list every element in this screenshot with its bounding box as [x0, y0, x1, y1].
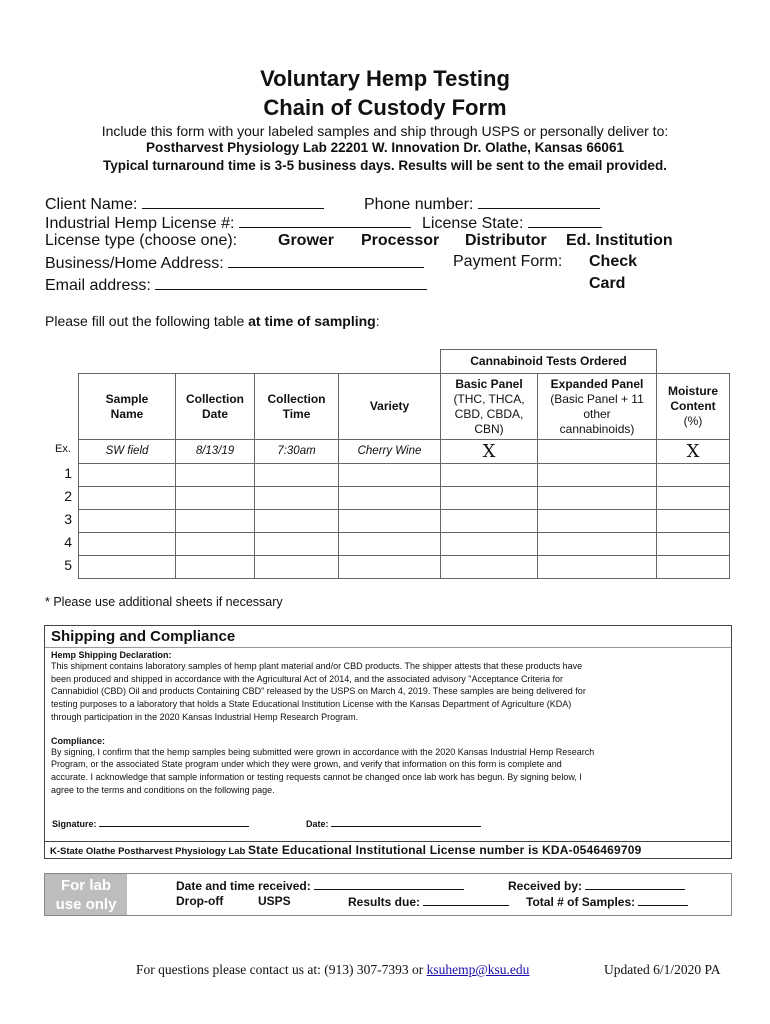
email-label: Email address: — [45, 277, 151, 294]
table-intro — [45, 313, 380, 329]
col-expanded-panel-d3: cannabinoids) — [559, 421, 635, 436]
col-expanded-panel-d1: (Basic Panel + 11 — [550, 391, 644, 406]
total-samples-field[interactable] — [638, 894, 688, 906]
signature-field[interactable] — [99, 817, 249, 827]
col-sample-name-l2: Name — [110, 406, 144, 421]
license-state-label: License State: — [422, 215, 524, 232]
col-variety: Variety — [339, 374, 441, 440]
variety-cell[interactable] — [339, 464, 441, 487]
row-number: 3 — [64, 511, 72, 527]
col-collection-date-l2: Date — [201, 406, 228, 421]
col-expanded-panel-title: Expanded Panel — [550, 376, 644, 391]
compliance-line: By signing, I confirm that the hemp samples being submitted were grown in accordance with the 2020 Kansas Industrial Hemp Research — [51, 746, 595, 757]
payment-check[interactable]: Check — [589, 253, 638, 270]
cannabinoid-tests-header: Cannabinoid Tests Ordered — [441, 350, 657, 374]
col-sample-name — [79, 374, 176, 440]
lab-license-bar — [44, 841, 730, 858]
expanded-panel-cell[interactable] — [538, 464, 657, 487]
basic-panel-cell[interactable] — [441, 464, 538, 487]
payment-card[interactable]: Card — [589, 275, 626, 292]
expanded-panel-cell[interactable] — [538, 510, 657, 533]
compliance-line: agree to the terms and conditions on the following page. — [51, 784, 275, 795]
basic-panel-cell[interactable] — [441, 533, 538, 556]
date-label: Date: — [306, 819, 329, 829]
collection-date-cell[interactable] — [176, 487, 255, 510]
basic-panel-cell[interactable] — [441, 556, 538, 579]
updated-text: Updated 6/1/2020 PA — [604, 962, 721, 977]
collection-time-cell[interactable] — [255, 510, 339, 533]
total-samples-label: Total # of Samples: — [526, 895, 636, 909]
declaration-line: This shipment contains laboratory samples of hemp plant material and/or CBD products. The shipper attests that these products have — [51, 661, 583, 671]
license-type-label: License type (choose one): — [45, 232, 238, 249]
declaration-label: Hemp Shipping Declaration: — [51, 650, 172, 660]
turnaround-text: Typical turnaround time is 3-5 business days. Results will be sent to the email provided. — [103, 158, 667, 173]
example-moisture: X — [657, 440, 730, 464]
compliance-label: Compliance: — [51, 735, 106, 746]
col-basic-panel-d3: CBN) — [474, 421, 504, 436]
table-row — [79, 556, 730, 579]
table-row — [79, 487, 730, 510]
date-received-label: Date and time received: — [176, 879, 311, 893]
collection-date-cell[interactable] — [176, 510, 255, 533]
sample-name-cell[interactable] — [79, 533, 176, 556]
row-number: 1 — [64, 465, 72, 481]
example-variety: Cherry Wine — [339, 440, 441, 464]
example-expanded-panel — [538, 440, 657, 464]
form-title-line2: Chain of Custody Form — [263, 95, 507, 120]
license-type-grower[interactable]: Grower — [278, 232, 335, 249]
col-sample-name-l1: Sample — [105, 391, 149, 406]
declaration-line: through participation in the 2020 Kansas Industrial Hemp Research Program. — [51, 711, 359, 722]
moisture-cell[interactable] — [657, 533, 730, 556]
license-number-label: Industrial Hemp License #: — [45, 215, 235, 232]
license-state-field[interactable] — [528, 213, 602, 228]
col-moisture-l1: Moisture — [667, 384, 718, 398]
received-by-label: Received by: — [508, 879, 583, 893]
col-expanded-panel — [538, 374, 657, 440]
basic-panel-cell[interactable] — [441, 487, 538, 510]
shipping-title: Shipping and Compliance — [45, 626, 731, 648]
license-type-ed-institution[interactable]: Ed. Institution — [566, 232, 673, 249]
table-row — [79, 510, 730, 533]
example-label: Ex. — [55, 443, 71, 455]
collection-date-cell[interactable] — [176, 533, 255, 556]
row-number: 2 — [64, 488, 72, 504]
moisture-cell[interactable] — [657, 464, 730, 487]
license-number-field[interactable] — [239, 213, 411, 228]
signature-row — [52, 817, 249, 829]
collection-date-cell[interactable] — [176, 464, 255, 487]
col-basic-panel-d1: (THC, THCA, — [453, 391, 525, 406]
expanded-panel-cell[interactable] — [538, 533, 657, 556]
additional-sheets-note: * Please use additional sheets if necessary — [45, 595, 283, 609]
declaration-line: been produced and shipped in accordance with the Agricultural Act of 2014, and the associated advisory "Acceptance Criteria for — [51, 673, 564, 684]
col-moisture — [657, 374, 730, 440]
col-moisture-l2: Content — [670, 399, 716, 413]
results-due-label: Results due: — [348, 895, 421, 909]
declaration-line: testing purposes to a laboratory that holds a State Educational Institution License with the Kansas Department of Agriculture (KDA) — [51, 699, 572, 710]
contact-line — [136, 962, 529, 978]
example-sample-name: SW field — [79, 440, 176, 464]
sample-table — [78, 349, 730, 579]
col-collection-time-l1: Collection — [267, 391, 326, 406]
collection-time-cell[interactable] — [255, 464, 339, 487]
col-basic-panel-title: Basic Panel — [455, 376, 523, 391]
lab-use-box — [44, 873, 732, 916]
phone-label: Phone number: — [364, 196, 474, 213]
received-by-row — [508, 878, 685, 893]
lab-license-text: State Educational Institutional License number is KDA-0546469709 — [247, 843, 642, 857]
received-by-field[interactable] — [585, 878, 685, 890]
col-basic-panel-d2: CBD, CBDA, — [454, 406, 524, 421]
declaration-line: Cannabidiol (CBD) Oil and products Containing CBD" released by the USPS on March 4, 2019. These samples are being delivered for — [51, 686, 586, 697]
example-collection-date: 8/13/19 — [176, 440, 255, 464]
date-received-row — [176, 878, 464, 893]
phone-field[interactable] — [478, 194, 600, 209]
collection-time-cell[interactable] — [255, 533, 339, 556]
table-intro-prefix: Please fill out the following table — [45, 313, 249, 329]
example-row — [79, 440, 730, 464]
sample-name-cell[interactable] — [79, 556, 176, 579]
expanded-panel-cell[interactable] — [538, 556, 657, 579]
shipping-compliance-box — [44, 625, 732, 859]
address-label: Business/Home Address: — [45, 255, 224, 272]
col-collection-date — [176, 374, 255, 440]
payment-label: Payment Form: — [453, 253, 563, 270]
results-due-field[interactable] — [423, 894, 509, 906]
col-collection-date-l1: Collection — [185, 391, 244, 406]
client-name-label: Client Name: — [45, 196, 138, 213]
instructions-text: Include this form with your labeled samples and ship through USPS or personally deliver to: — [101, 123, 669, 139]
row-number: 4 — [64, 534, 72, 550]
example-collection-time: 7:30am — [255, 440, 339, 464]
total-samples-row — [526, 894, 688, 909]
table-intro-suffix: : — [375, 313, 380, 329]
collection-time-cell[interactable] — [255, 487, 339, 510]
variety-cell[interactable] — [339, 510, 441, 533]
moisture-cell[interactable] — [657, 510, 730, 533]
contact-text: For questions please contact us at: (913) 307-7393 or — [136, 962, 427, 977]
collection-date-cell[interactable] — [176, 556, 255, 579]
client-name-field[interactable] — [142, 194, 324, 209]
date-received-field[interactable] — [314, 878, 464, 890]
collection-time-cell[interactable] — [255, 556, 339, 579]
lab-use-label-l2: use only — [55, 896, 117, 913]
contact-email-link[interactable]: ksuhemp@ksu.edu — [426, 962, 530, 977]
row-number: 5 — [64, 557, 72, 573]
signature-label: Signature: — [52, 819, 97, 829]
client-name-row — [45, 194, 324, 214]
lab-name: K-State Olathe Postharvest Physiology Lab — [50, 846, 246, 857]
usps-label[interactable]: USPS — [258, 894, 291, 908]
col-expanded-panel-d2: other — [583, 406, 611, 421]
sample-name-cell[interactable] — [79, 510, 176, 533]
table-row — [79, 464, 730, 487]
variety-cell[interactable] — [339, 556, 441, 579]
lab-use-label — [45, 874, 127, 915]
date-field[interactable] — [331, 817, 481, 827]
results-due-row — [348, 894, 509, 909]
compliance-line: Program, or the associated State program under which they were grown, and verify that information on this form is complete and — [51, 759, 562, 770]
email-row — [45, 275, 427, 295]
lab-use-label-l1: For lab — [60, 877, 111, 894]
license-number-row — [45, 213, 411, 233]
basic-panel-cell[interactable] — [441, 510, 538, 533]
col-moisture-unit: (%) — [683, 414, 703, 428]
moisture-cell[interactable] — [657, 487, 730, 510]
sample-name-cell[interactable] — [79, 464, 176, 487]
address-row — [45, 253, 424, 273]
form-title-line1: Voluntary Hemp Testing — [260, 66, 510, 91]
dropoff-label[interactable]: Drop-off — [176, 894, 224, 908]
license-state-row — [422, 213, 602, 233]
variety-cell[interactable] — [339, 533, 441, 556]
example-basic-panel: X — [441, 440, 538, 464]
col-collection-time-l2: Time — [282, 406, 311, 421]
address-field[interactable] — [228, 253, 424, 268]
email-field[interactable] — [155, 275, 427, 290]
moisture-cell[interactable] — [657, 556, 730, 579]
col-collection-time — [255, 374, 339, 440]
sample-name-cell[interactable] — [79, 487, 176, 510]
variety-cell[interactable] — [339, 487, 441, 510]
license-type-distributor[interactable]: Distributor — [465, 232, 547, 249]
compliance-line: accurate. I acknowledge that sample information or testing requests cannot be changed once lab work has begun. By signing below, I — [51, 771, 582, 782]
date-row — [306, 817, 481, 829]
col-basic-panel — [441, 374, 538, 440]
lab-address: Postharvest Physiology Lab 22201 W. Innovation Dr. Olathe, Kansas 66061 — [146, 140, 624, 155]
license-type-processor[interactable]: Processor — [361, 232, 440, 249]
phone-row — [364, 194, 600, 214]
table-row — [79, 533, 730, 556]
expanded-panel-cell[interactable] — [538, 487, 657, 510]
table-intro-emphasis: at time of sampling — [248, 313, 376, 329]
